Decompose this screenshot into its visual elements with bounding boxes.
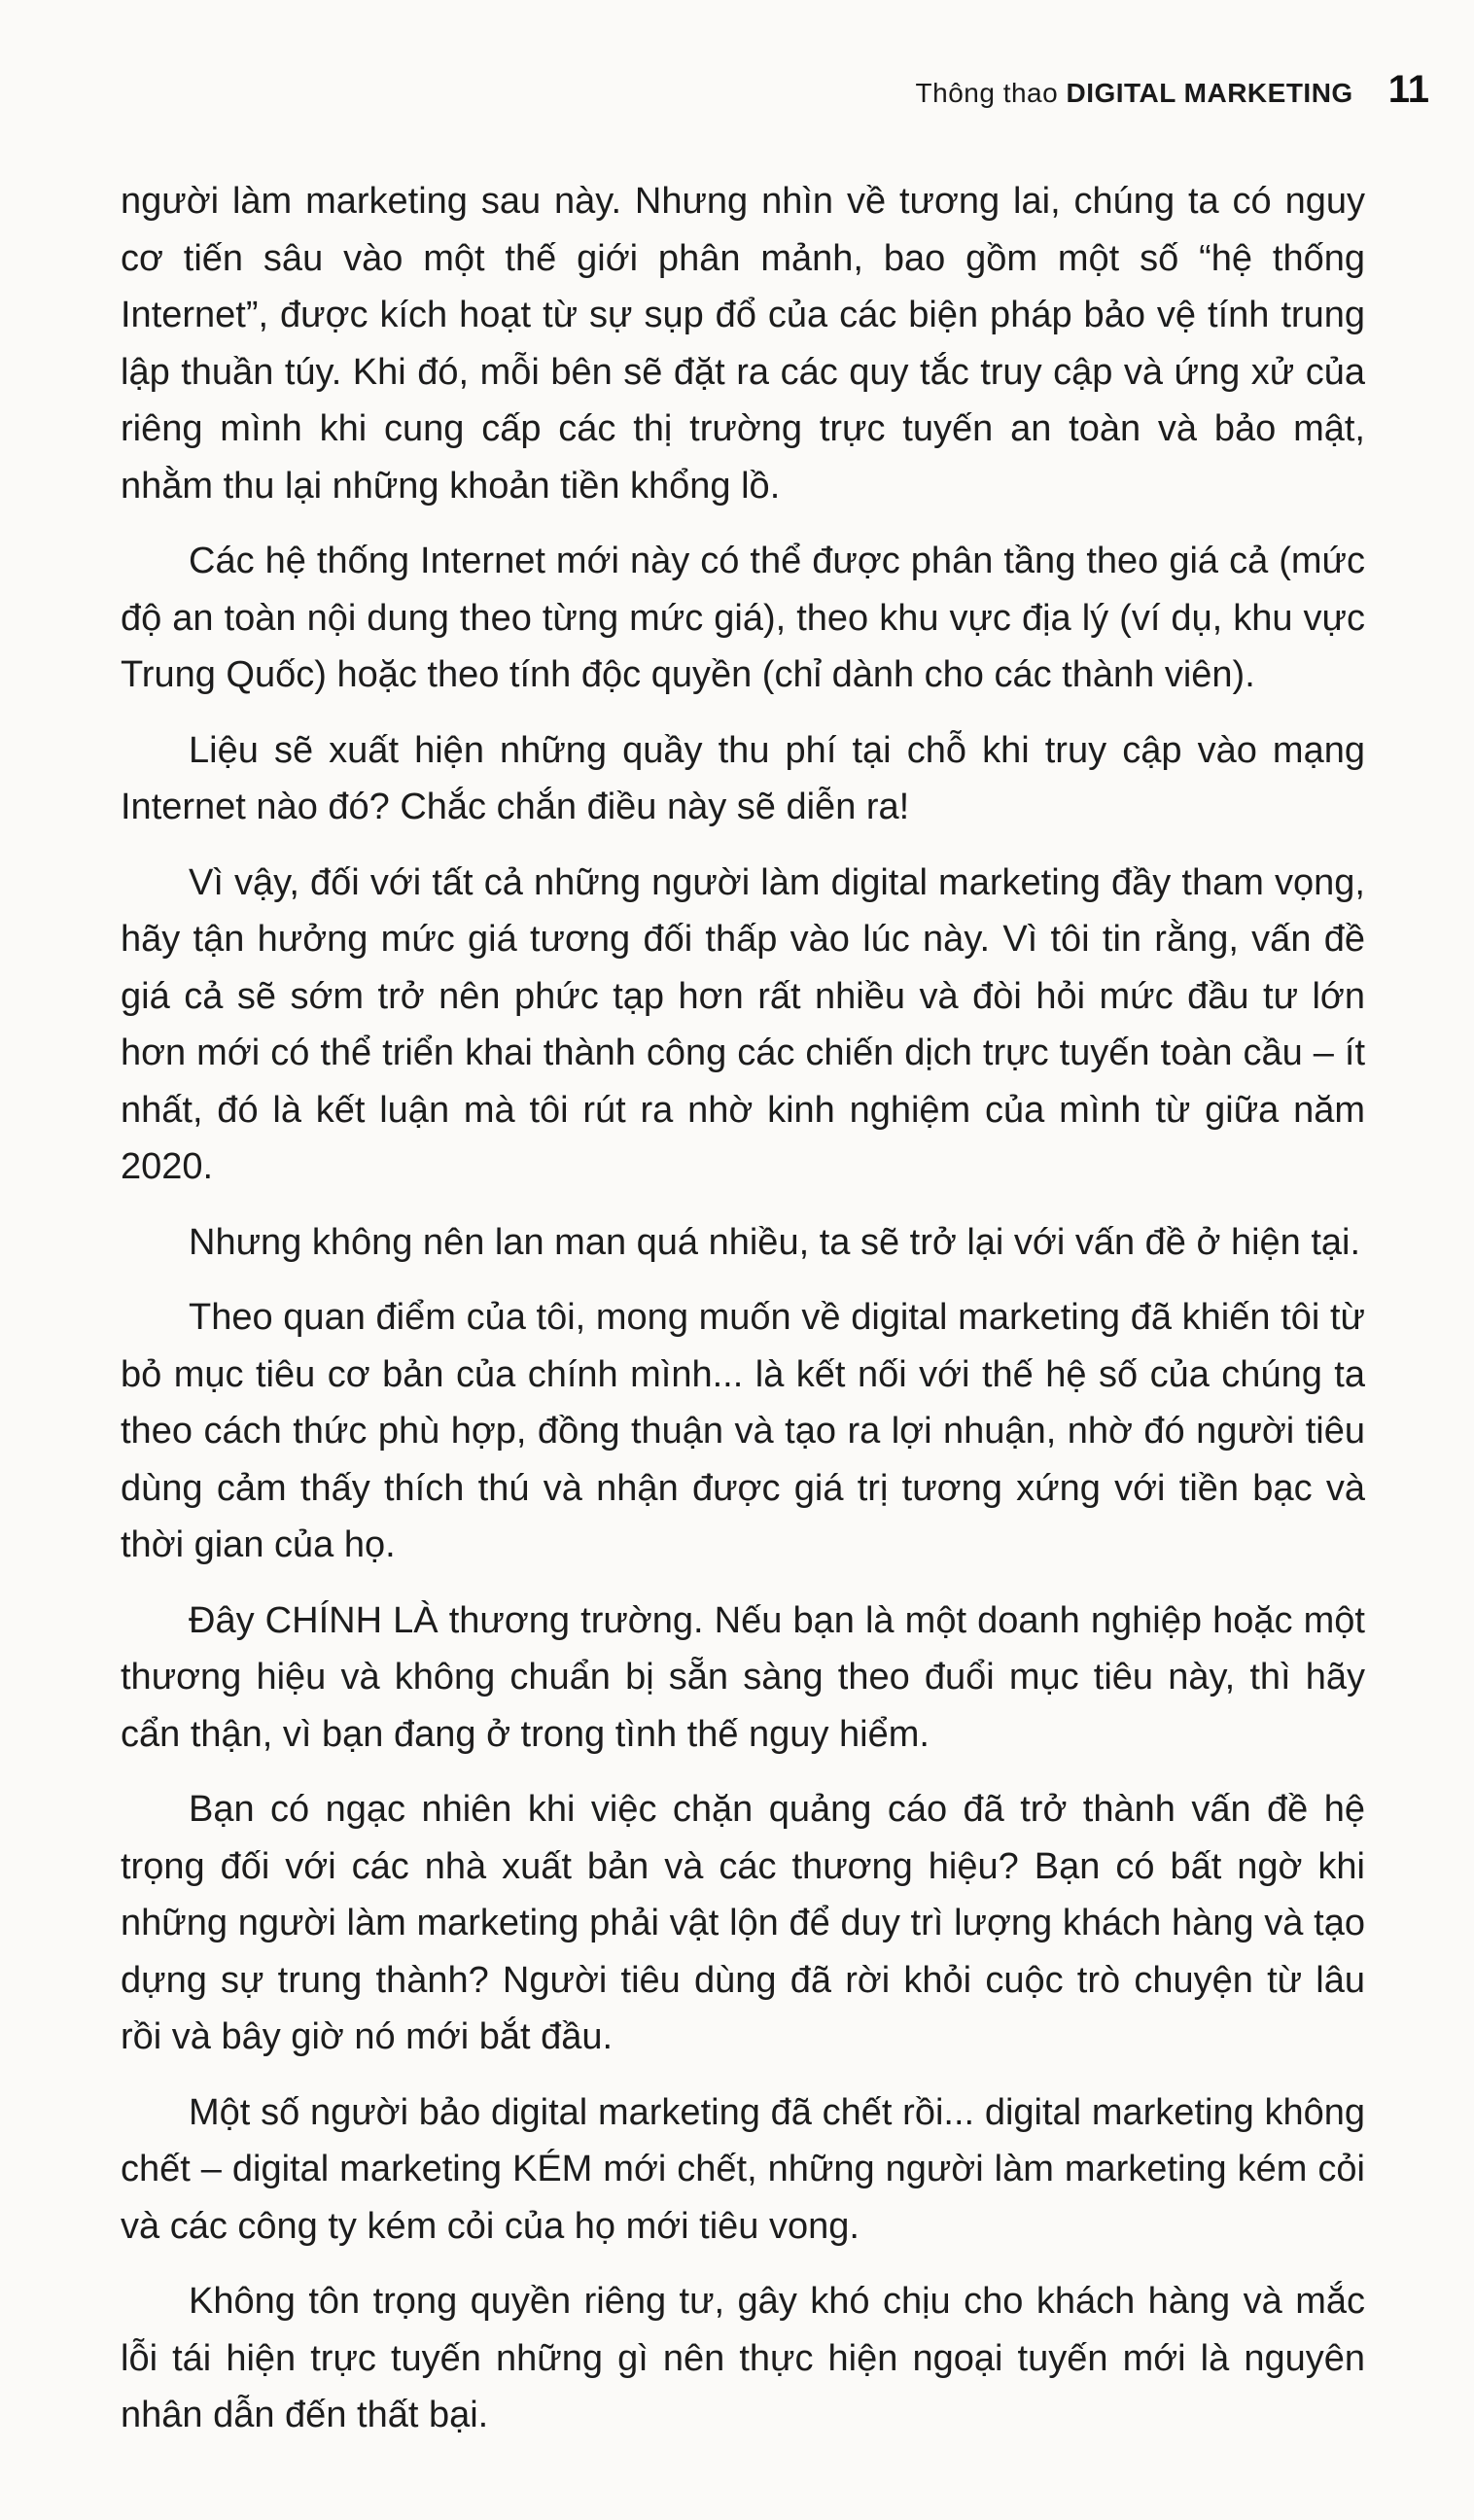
- paragraph-2: Các hệ thống Internet mới này có thể được phân tầng theo giá cả (mức độ an toàn nội dung theo từng mức giá), theo khu vực địa lý (ví dụ, khu vực Trung Quốc) hoặc theo tính độc quyền (chỉ dành cho các thành viên).: [121, 541, 1365, 695]
- paragraph-10: Không tôn trọng quyền riêng tư, gây khó chịu cho khách hàng và mắc lỗi tái hiện trực tuyến những gì nên thực hiện ngoại tuyến mới là nguyên nhân dẫn đến thất bại.: [121, 2281, 1365, 2435]
- paragraph-5: Nhưng không nên lan man quá nhiều, ta sẽ trở lại với vấn đề ở hiện tại.: [189, 1221, 1361, 1263]
- running-header-title: [916, 78, 1353, 109]
- paragraph-4: Vì vậy, đối với tất cả những người làm digital marketing đầy tham vọng, hãy tận hưởng mức giá tương đối thấp vào lúc này. Vì tôi tin rằng, vấn đề giá cả sẽ sớm trở nên phức tạp hơn rất nhiều và đòi hỏi mức đầu tư lớn hơn mới có thể triển khai thành công các chiến dịch trực tuyến toàn cầu – ít nhất, đó là kết luận mà tôi rút ra nhờ kinh nghiệm của mình từ giữa năm 2020.: [121, 861, 1365, 1187]
- header-title-light: Thông thao: [915, 78, 1067, 108]
- paragraph-9: Một số người bảo digital marketing đã chết rồi... digital marketing không chết – digital marketing KÉM mới chết, những người làm marketing kém cỏi và các công ty kém cỏi của họ mới tiêu vong.: [121, 2091, 1365, 2247]
- page-number: 11: [1387, 68, 1429, 111]
- running-header: [916, 68, 1429, 112]
- paragraph-8: Bạn có ngạc nhiên khi việc chặn quảng cáo đã trở thành vấn đề hệ trọng đối với các nhà xuất bản và các thương hiệu? Bạn có bất ngờ khi những người làm marketing phải vật lộn để duy trì lượng khách hàng và tạo dựng sự trung thành? Người tiêu dùng đã rời khỏi cuộc trò chuyện từ lâu rồi và bây giờ nó mới bắt đầu.: [121, 1789, 1365, 2057]
- paragraph-7: Đây CHÍNH LÀ thương trường. Nếu bạn là một doanh nghiệp hoặc một thương hiệu và không chuẩn bị sẵn sàng theo đuổi mục tiêu này, thì hãy cẩn thận, vì bạn đang ở trong tình thế nguy hiểm.: [121, 1599, 1365, 1755]
- paragraph-1: người làm marketing sau này. Nhưng nhìn về tương lai, chúng ta có nguy cơ tiến sâu vào một thế giới phân mảnh, bao gồm một số “hệ thống Internet”, được kích hoạt từ sự sụp đổ của các biện pháp bảo vệ tính trung lập thuần túy. Khi đó, mỗi bên sẽ đặt ra các quy tắc truy cập và ứng xử của riêng mình khi cung cấp các thị trường trực tuyến an toàn và bảo mật, nhằm thu lại những khoản tiền khổng lồ.: [121, 181, 1365, 507]
- paragraph-6: Theo quan điểm của tôi, mong muốn về digital marketing đã khiến tôi từ bỏ mục tiêu cơ bản của chính mình... là kết nối với thế hệ số của chúng ta theo cách thức phù hợp, đồng thuận và tạo ra lợi nhuận, nhờ đó người tiêu dùng cảm thấy thích thú và nhận được giá trị tương xứng với tiền bạc và thời gian của họ.: [121, 1297, 1365, 1565]
- paragraph-3: Liệu sẽ xuất hiện những quầy thu phí tại chỗ khi truy cập vào mạng Internet nào đó? Chắc chắn điều này sẽ diễn ra!: [121, 729, 1365, 827]
- header-title-bold: DIGITAL MARKETING: [1066, 78, 1353, 108]
- body-text: [121, 173, 1365, 2463]
